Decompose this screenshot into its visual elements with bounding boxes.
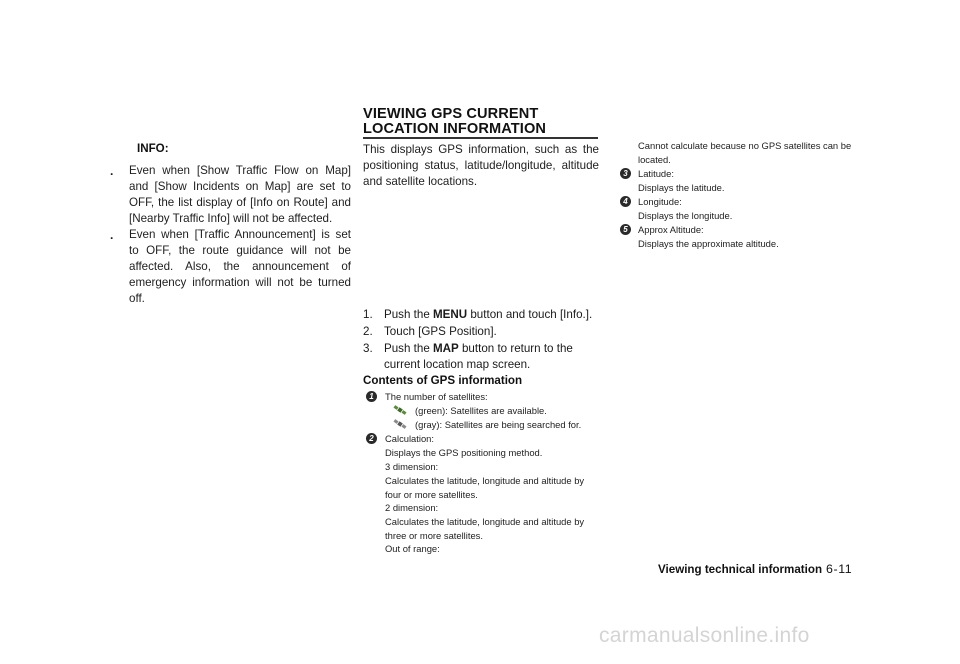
- step-number: 2.: [363, 325, 373, 338]
- step-text-pre: Push the: [384, 308, 433, 321]
- latitude-title: Latitude:: [638, 168, 674, 179]
- step-text: [384, 341, 598, 373]
- intro-paragraph: This displays GPS information, such as the positioning status, latitude/longitude, altitude and satellite locations.: [363, 143, 599, 188]
- satellite-gray-icon: [393, 418, 407, 430]
- step-number: 3.: [363, 342, 373, 355]
- contents-subheading: Contents of GPS information: [363, 374, 523, 387]
- satellite-green-text: (green): Satellites are available.: [415, 405, 547, 416]
- calc-desc: Displays the GPS positioning method.: [385, 447, 543, 458]
- calc-3d-desc: Calculates the latitude, longitude and altitude by four or more satellites.: [385, 475, 585, 500]
- altitude-title: Approx Altitude:: [638, 224, 704, 235]
- info-bullet-1: [110, 163, 350, 227]
- step-text: Touch [GPS Position].: [384, 325, 497, 338]
- menu-key-label: MENU: [433, 308, 468, 321]
- callout-number-3: 3: [620, 168, 631, 179]
- step-text: [384, 307, 598, 323]
- out-of-range-desc: Cannot calculate because no GPS satellites can be located.: [638, 140, 852, 165]
- calc-out-of-range-label: Out of range:: [385, 543, 440, 554]
- section-heading: VIEWING GPS CURRENT LOCATION INFORMATION: [363, 106, 547, 137]
- bullet-text: Even when [Traffic Announcement] is set to OFF, the route guidance will not be affected. Also, the announcement of emergency information will not be turned off.: [129, 228, 351, 305]
- info-bullet-2: [110, 227, 351, 305]
- callout-number-1: 1: [366, 391, 377, 402]
- watermark-text: carmanualsonline.info: [599, 624, 810, 647]
- altitude-desc: Displays the approximate altitude.: [638, 238, 779, 249]
- footer-section-label: Viewing technical information: [658, 563, 823, 576]
- callout-number-2: 2: [366, 433, 377, 444]
- step-text-pre: Push the: [384, 342, 433, 355]
- longitude-desc: Displays the longitude.: [638, 210, 733, 221]
- callout-number-5: 5: [620, 224, 631, 235]
- bullet-text: Even when [Show Traffic Flow on Map] and [Show Incidents on Map] are set to OFF, the list display of [Info on Route] and [Nearby Traffic Info] will not be affected.: [129, 164, 351, 225]
- heading-rule: [363, 137, 598, 139]
- info-title: INFO:: [137, 142, 169, 155]
- latitude-desc: Displays the latitude.: [638, 182, 725, 193]
- step-text-post: button and touch [Info.].: [467, 308, 593, 321]
- satellite-green-icon: [393, 404, 407, 416]
- item-1-title: The number of satellites:: [385, 391, 488, 402]
- longitude-title: Longitude:: [638, 196, 682, 207]
- calc-2d-desc: Calculates the latitude, longitude and altitude by three or more satellites.: [385, 516, 585, 541]
- map-key-label: MAP: [433, 342, 459, 355]
- bullet-dot: .: [110, 164, 114, 178]
- page-number: 6-11: [826, 562, 853, 576]
- satellite-gray-text: (gray): Satellites are being searched for.: [415, 419, 582, 430]
- item-2-title: Calculation:: [385, 433, 434, 444]
- step-text-post: button to return to the current location map screen.: [384, 342, 573, 371]
- step-number: 1.: [363, 308, 373, 321]
- bullet-dot: .: [110, 228, 114, 242]
- callout-number-4: 4: [620, 196, 631, 207]
- calc-2d-label: 2 dimension:: [385, 502, 439, 513]
- calc-3d-label: 3 dimension:: [385, 461, 439, 472]
